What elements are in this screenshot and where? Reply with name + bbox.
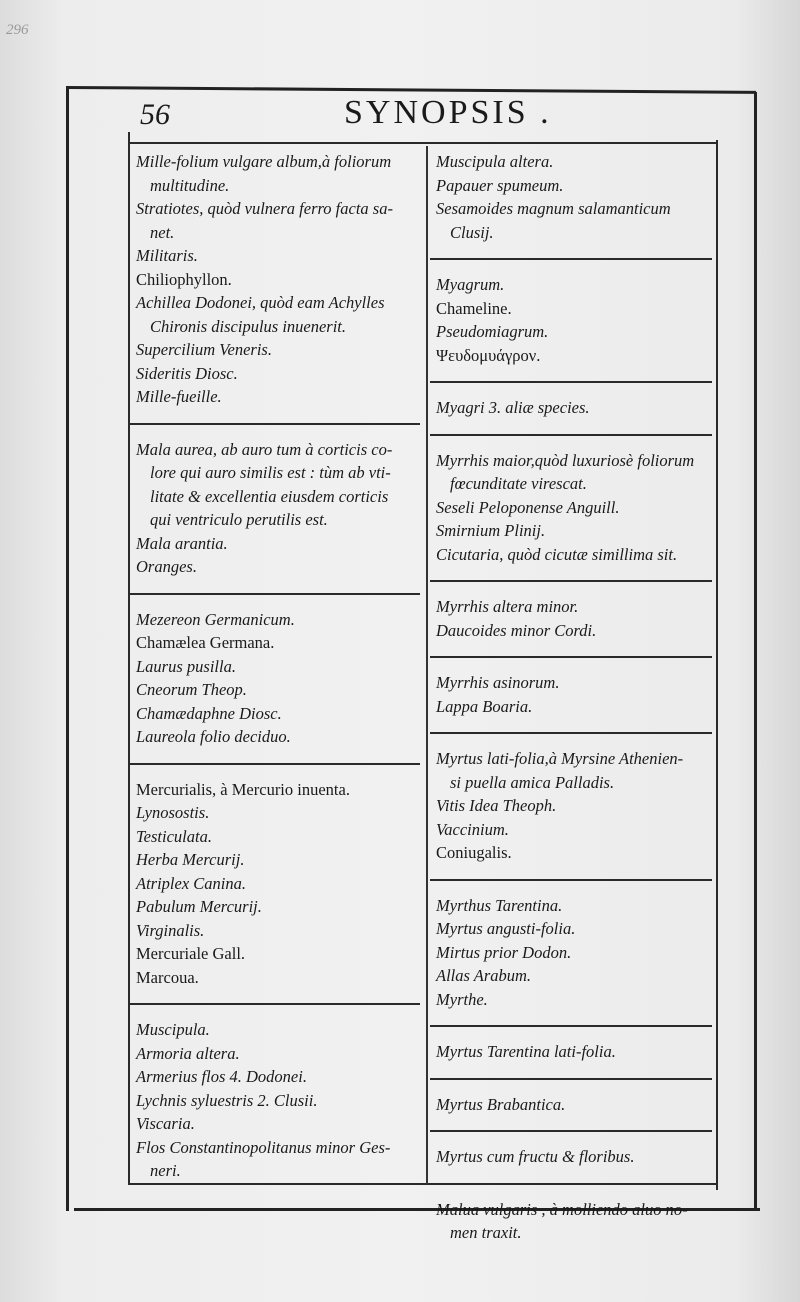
synonym-entry: Myrrhis altera minor. [436,597,579,616]
synonym-entry: Chiliophyllon. [136,269,232,289]
synonym-entry: lore qui auro similis est : tùm ab vti- [150,463,391,482]
synonym-entry: Myrrhis asinorum. [436,673,560,692]
synonym-entry: Chironis discipulus inuenerit. [150,316,347,336]
synonym-group [436,671,712,718]
synonym-entry: Mille-fueille. [136,387,222,406]
section-rule [430,656,712,658]
synonym-entry: Allas Arabum. [436,966,532,985]
synonym-entry: Cicutaria, quòd cicutæ simillima sit. [436,544,678,564]
section-rule [430,1183,712,1185]
synonym-entry: Herba Mercurij. [136,850,245,869]
synonym-entry: neri. [150,1161,181,1180]
synonym-entry: Mercuriale Gall. [136,944,246,963]
section-rule [130,423,420,425]
inner-frame-top [128,142,716,144]
synonym-entry: Daucoides minor Cordi. [436,620,597,640]
synonym-entry: Myrtus Tarentina lati-folia. [436,1042,616,1061]
left-column [136,150,420,1183]
synonym-group [436,894,712,1012]
section-rule [130,1003,420,1005]
synonym-entry: Marcoua. [136,967,199,987]
synonym-entry: Ψευδομυάγρον. [436,345,541,365]
synonym-entry: Smirnium Plinij. [436,521,546,540]
synonym-entry: fœcunditate virescat. [450,474,587,493]
section-rule [430,879,712,881]
synonym-entry: Mala aurea, ab auro tum à corticis co- [136,439,393,459]
section-rule [430,434,712,436]
synonym-entry: Vaccinium. [436,819,509,839]
synonym-group [436,1198,712,1245]
synonym-entry: Stratiotes, quòd vulnera ferro facta sa- [136,199,393,218]
synonym-entry: Lychnis syluestris 2. Clusii. [136,1090,318,1110]
synonym-entry: Laureola folio deciduo. [136,727,291,746]
synonym-group [136,438,420,579]
synonym-group [136,778,420,990]
synonym-entry: Myrtus lati-folia,à Myrsine Athenien- [436,749,684,768]
synonym-entry: Mala arantia. [136,533,228,553]
synonym-entry: Mille-folium vulgare album,à foliorum [136,152,392,171]
synonym-entry: multitudine. [150,175,230,195]
section-rule [430,381,712,383]
synonym-entry: Mirtus prior Dodon. [436,942,572,962]
synonym-entry: si puella amica Palladis. [450,772,615,792]
synonym-group [436,150,712,244]
synonym-entry: qui ventriculo perutilis est. [150,510,328,529]
synonym-entry: Sesamoides magnum salamanticum [436,199,671,218]
synonym-entry: Cneorum Theop. [136,680,247,699]
section-rule [430,732,712,734]
synonym-entry: Viscaria. [136,1114,195,1133]
section-rule [130,763,420,765]
section-rule [430,258,712,260]
synonym-entry: Chamædaphne Diosc. [136,703,282,723]
synonym-entry: Muscipula. [136,1020,210,1039]
synonym-group [436,449,712,567]
synonym-entry: Coniugalis. [436,843,512,862]
synonym-entry: Testiculata. [136,826,212,846]
synonym-entry: Pseudomiagrum. [436,322,549,341]
synonym-entry: Pabulum Mercurij. [136,897,262,916]
synonym-entry: Lappa Boaria. [436,696,533,716]
synonym-entry: Flos Constantinopolitanus minor Ges- [136,1137,391,1157]
synonym-entry: Sideritis Diosc. [136,363,238,383]
synonym-entry: men traxit. [450,1223,522,1242]
column-divider [426,146,428,1184]
synonym-entry: Papauer spumeum. [436,175,564,195]
synonym-entry: Chamælea Germana. [136,633,275,652]
pencil-page-note: 296 [6,22,29,38]
synonym-entry: Malua vulgaris , à molliendo aluo no- [436,1199,688,1219]
synonym-entry: Virginalis. [136,920,205,940]
synonym-entry: Supercilium Veneris. [136,340,272,359]
synonym-entry: Myagrum. [436,275,505,294]
inner-frame-left [128,132,130,1184]
section-rule [430,1130,712,1132]
section-rule [430,580,712,582]
section-rule [430,1078,712,1080]
synonym-entry: Muscipula altera. [436,152,554,171]
outer-frame-right [754,92,757,1208]
synonym-entry: Chameline. [436,298,512,318]
synonym-entry: Vitis Idea Theoph. [436,796,557,815]
synonym-entry: Myrtus Brabantica. [436,1094,566,1114]
outer-frame-left [66,86,69,1211]
synonym-entry: Laurus pusilla. [136,656,236,676]
synonym-group [136,150,420,409]
synonym-entry: Achillea Dodonei, quòd eam Achylles [136,293,385,312]
synonym-group [436,396,712,420]
synonym-entry: Militaris. [136,246,198,265]
synonym-entry: Myrtus cum fructu & floribus. [436,1147,635,1166]
synonym-entry: Myagri 3. aliæ species. [436,398,590,417]
synonym-entry: Mercurialis, à Mercurio inuenta. [136,779,350,799]
synonym-entry: Myrrhis maior,quòd luxuriosè foliorum [436,450,695,470]
synonym-group [436,595,712,642]
running-head: SYNOPSIS . [344,94,552,131]
synonym-entry: litate & excellentia eiusdem corticis [150,486,389,506]
synonym-entry: Oranges. [136,557,197,576]
synonym-entry: Atriplex Canina. [136,873,246,893]
section-rule [130,593,420,595]
page-number: 56 [140,98,170,131]
synonym-group [136,1018,420,1183]
outer-frame-top [66,86,756,94]
synonym-entry: Clusij. [450,222,494,242]
synonym-entry: Lynosostis. [136,803,210,822]
synonym-entry: Seseli Peloponense Anguill. [436,497,620,517]
synonym-group [436,273,712,367]
synonym-group [136,608,420,749]
synonym-group [436,1040,712,1064]
synonym-group [436,747,712,865]
synonym-entry: net. [150,222,175,242]
synonym-entry: Myrthe. [436,989,488,1009]
synonym-entry: Mezereon Germanicum. [136,609,295,629]
section-rule [430,1025,712,1027]
synonym-entry: Myrtus angusti-folia. [436,919,576,938]
synonym-entry: Armerius flos 4. Dodonei. [136,1067,307,1086]
synonym-entry: Armoria altera. [136,1043,240,1063]
synonym-entry: Myrthus Tarentina. [436,895,563,915]
right-column [436,150,712,1245]
synonym-group [436,1093,712,1117]
synonym-group [436,1145,712,1169]
inner-frame-right [716,140,718,1190]
